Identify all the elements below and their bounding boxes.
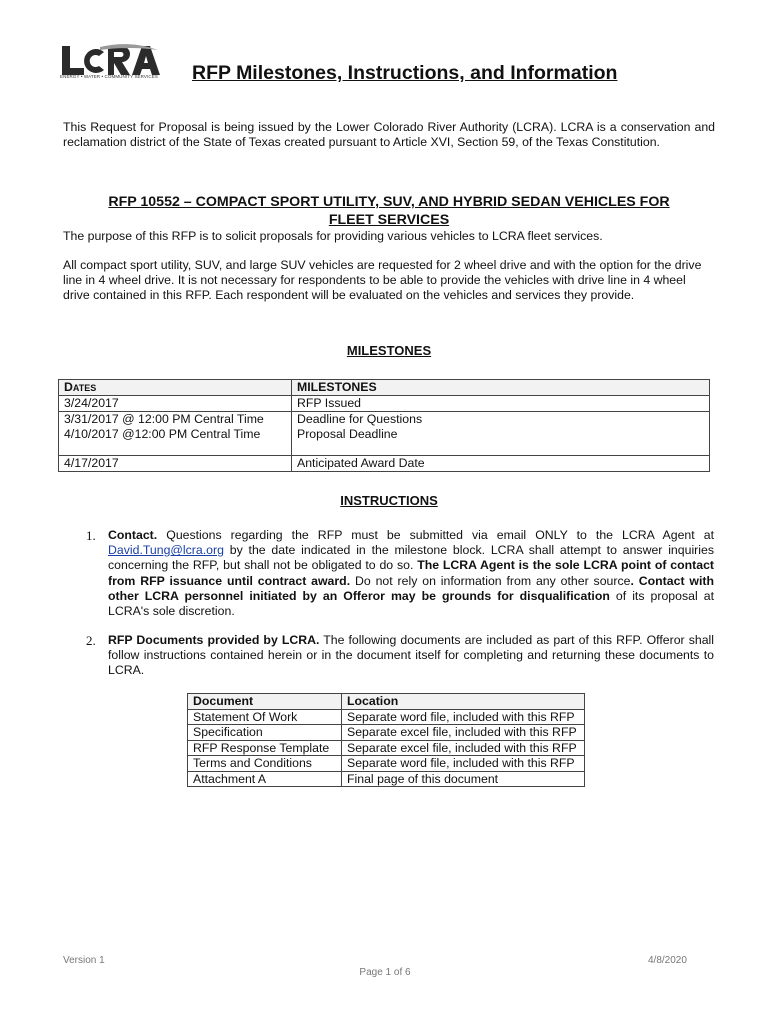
instruction-bold-text: Contact with other LCRA personnel initiated by an Offeror may be grounds for disqualification (108, 573, 714, 603)
vehicles-paragraph: All compact sport utility, SUV, and large SUV vehicles are requested for 2 wheel drive and with the option for the drive line in 4 wheel drive. It is not necessary for respondents to be able to provide the vehicles with drive line in 4 wheel drive contained in this RFP. Each respondent will be evaluated on the vehicles and services they provide. (63, 258, 702, 303)
instruction-documents (108, 633, 714, 679)
document-name: RFP Response Template (188, 740, 342, 756)
instruction-label: RFP Documents provided by LCRA. (108, 633, 320, 647)
instruction-bold-text: . (630, 573, 634, 588)
table-row (59, 396, 710, 412)
table-header-row (59, 380, 710, 396)
document-name: Terms and Conditions (188, 756, 342, 772)
instruction-text: Questions regarding the RFP must be submitted via email ONLY to the LCRA Agent at (157, 528, 714, 542)
milestones-table (58, 379, 710, 472)
document-location: Separate excel file, included with this RFP (342, 740, 585, 756)
col-header-milestones: MILESTONES (292, 380, 710, 396)
milestone-label: Deadline for Questions (292, 412, 710, 428)
item-number: 1. (86, 528, 96, 543)
instruction-text: by the date indicated in the milestone block. LCRA shall attempt to answer inquiries concerning the RFP, but shall not be obligated to do so. (108, 543, 714, 573)
logo-tagline: ENERGY • WATER • COMMUNITY SERVICES (60, 74, 158, 79)
col-header-document: Document (188, 694, 342, 710)
col-header-location: Location (342, 694, 585, 710)
instructions-heading: INSTRUCTIONS (340, 493, 438, 508)
table-row (59, 456, 710, 472)
instruction-text: of its proposal at LCRA's sole discretion. (108, 588, 714, 619)
intro-paragraph: This Request for Proposal is being issued by the Lower Colorado River Authority (LCRA). LCRA is a conservation and reclamation district of the State of Texas created pursuant to Article XVI, Section 59, of the Texas Constitution. (63, 120, 715, 150)
footer-version: Version 1 (63, 955, 105, 966)
table-row (188, 725, 585, 741)
milestones-heading: MILESTONES (346, 343, 432, 358)
instruction-text: Do not rely on information from any other source (350, 573, 631, 588)
milestone-date: 3/24/2017 (59, 396, 292, 412)
instruction-contact (108, 528, 714, 619)
table-row (59, 412, 710, 428)
document-name: Specification (188, 725, 342, 741)
milestone-date: 4/10/2017 @12:00 PM Central Time (59, 427, 292, 456)
col-header-dates: Dates (59, 380, 292, 396)
milestone-label: Anticipated Award Date (292, 456, 710, 472)
table-row (188, 709, 585, 725)
table-row (59, 427, 710, 456)
instruction-bold-text: The LCRA Agent is the sole LCRA point of contact from RFP issuance until contract award. (108, 558, 715, 588)
table-row (188, 771, 585, 787)
milestone-date: 3/31/2017 @ 12:00 PM Central Time (59, 412, 292, 428)
document-name: Attachment A (188, 771, 342, 787)
document-name: Statement Of Work (188, 709, 342, 725)
footer-date: 4/8/2020 (648, 955, 687, 966)
milestone-label: RFP Issued (292, 396, 710, 412)
rfp-heading (63, 193, 715, 229)
table-row (188, 740, 585, 756)
item-number: 2. (86, 633, 96, 648)
document-location: Separate excel file, included with this RFP (342, 725, 585, 741)
table-header-row (188, 694, 585, 710)
instruction-label: Contact. (108, 528, 158, 542)
page-title: RFP Milestones, Instructions, and Information (192, 62, 618, 84)
rfp-heading-line2: FLEET SERVICES (328, 212, 450, 228)
document-location: Separate word file, included with this RFP (342, 709, 585, 725)
document-location: Final page of this document (342, 771, 585, 787)
instruction-text: The following documents are included as part of this RFP. Offeror shall follow instructions contained herein or in the document itself for completing and returning these documents to LCRA. (108, 633, 715, 678)
milestone-label: Proposal Deadline (292, 427, 710, 456)
agent-email-link[interactable]: David.Tung@lcra.org (108, 543, 224, 558)
documents-table (187, 693, 585, 787)
table-row (188, 756, 585, 772)
document-location: Separate word file, included with this RFP (342, 756, 585, 772)
purpose-paragraph: The purpose of this RFP is to solicit proposals for providing various vehicles to LCRA fleet services. (63, 229, 603, 243)
rfp-heading-line1: RFP 10552 – COMPACT SPORT UTILITY, SUV, AND HYBRID SEDAN VEHICLES FOR (108, 194, 670, 210)
milestone-date: 4/17/2017 (59, 456, 292, 472)
footer-page-number: Page 1 of 6 (359, 967, 411, 978)
